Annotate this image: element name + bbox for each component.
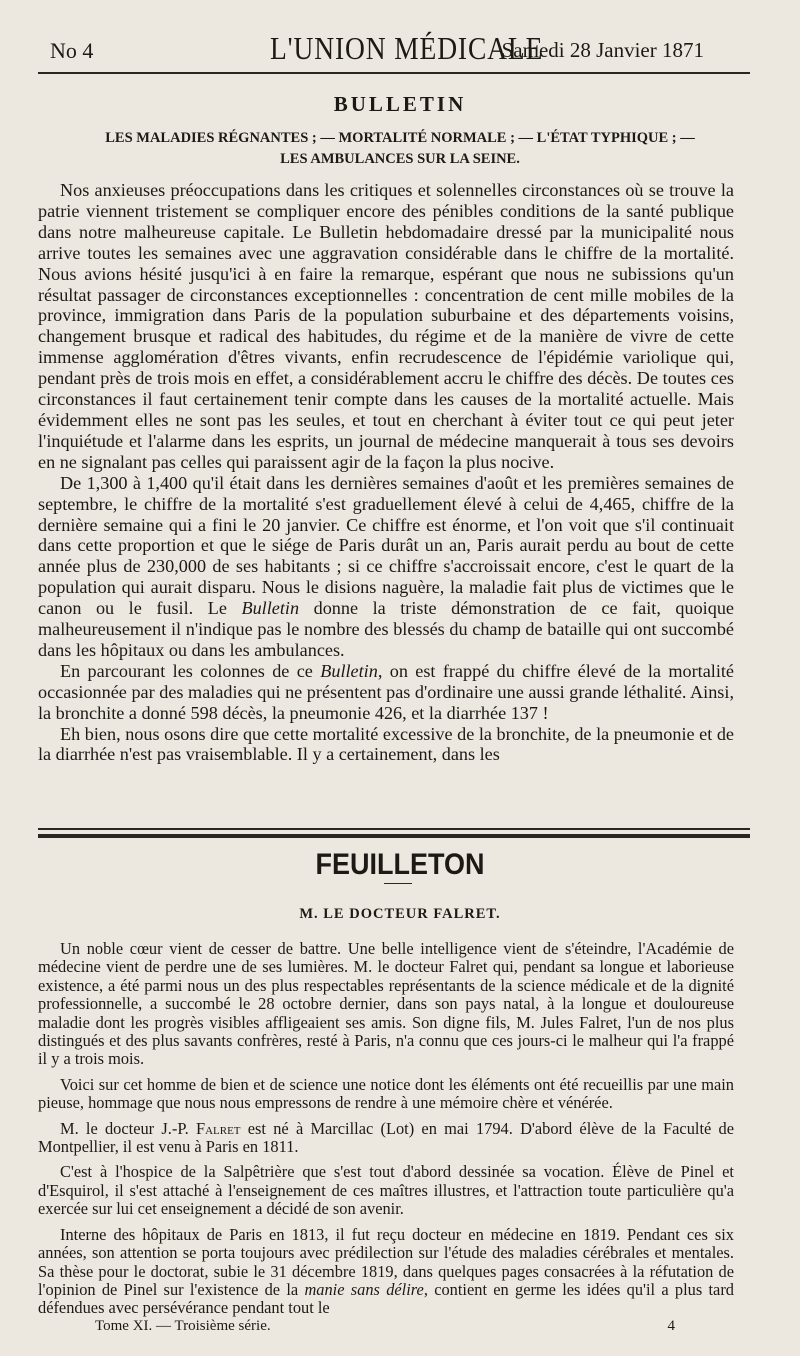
section-divider-thick: [38, 834, 750, 838]
bulletin-paragraph: Nos anxieuses préoccupations dans les critiques et solennelles circonstances où se trouve la patrie viennent tristement se compliquer encore des pénibles conditions de la santé publique dans notre malheureuse capitale. Le Bulletin hebdomadaire dressé par la municipalité nous arrive toutes les semaines avec une aggravation considérable dans le chiffre de la mortalité. Nous avions hésité jusqu'ici à en faire la remarque, espérant que nous ne subissions qu'un résultat passager de circonstances exceptionnelles : concentration de cent mille mobiles de la province, immigration dans Paris de la population suburbaine et des départements voisins, changement brusque et radical des habitudes, du régime et de la manière de vivre de cette immense agglomération d'êtres vivants, enfin recrudescence de l'épidémie variolique qui, pendant près de trois mois en effet, a considérablement accru le chiffre des décès. De toutes ces circonstances il faut certainement tenir compte dans les causes de la mortalité actuelle. Mais évidemment elles ne sont pas les seules, et tout en cherchant à éviter tout ce qui peut jeter l'inquiétude et l'alarme dans les esprits, un journal de médecine manquerait à tous ses devoirs en ne signalant pas celles qui paraissent agir de la façon la plus nocive.: [38, 180, 734, 472]
feuilleton-paragraph: Un noble cœur vient de cesser de battre. Une belle intelligence vient de s'éteindre, l'Académie de médecine vient de perdre une de ses lumières. M. le docteur Falret qui, pendant sa longue et laborieuse existence, a été parmi nous un des plus respectables représentants de la science médicale et de la dignité professionnelle, a succombé le 28 octobre dernier, dans son pays natal, à la longue et douloureuse maladie dont les progrès visibles affligeaient ses amis. Son digne fils, M. Jules Falret, l'un de nos plus distingués et des plus savants confrères, resté à Paris, n'a connu que ces jours-ci le malheur qui l'a frappé il y a trois mois.: [38, 939, 734, 1069]
feuilleton-paragraph: M. le docteur J.-P. Falret est né à Marcillac (Lot) en mai 1794. D'abord élève de la Faculté de Montpellier, il est venu à Paris en 1811.: [38, 1118, 734, 1157]
feuilleton-title: FEUILLETON: [315, 848, 485, 881]
feuilleton-body: [38, 940, 734, 1325]
feuilleton-paragraph: C'est à l'hospice de la Salpêtrière que s'est tout d'abord dessinée sa vocation. Élève de Pinel et d'Esquirol, il s'est attaché à l'enseignement de ces maîtres illustres, et l'attraction toute particulière qu'a exercée sur lui cet enseignement a décidé de son avenir.: [38, 1162, 734, 1219]
bulletin-paragraph: En parcourant les colonnes de ce Bulletin, on est frappé du chiffre élevé de la mortalité occasionnée par des maladies qui ne présentent pas d'ordinaire une aussi grande léthalité. Ainsi, la bronchite a donné 598 décès, la pneumonie 426, et la diarrhée 137 !: [38, 660, 734, 723]
feuilleton-paragraph: Interne des hôpitaux de Paris en 1813, il fut reçu docteur en médecine en 1819. Pendant ces six années, son attention se porta toujours avec prédilection sur l'étude des maladies cérébrales et mentales. Sa thèse pour le doctorat, subie le 31 décembre 1819, dans quelques pages consacrées à la réfutation de l'opinion de Pinel sur l'existence de la manie sans délire, contient en germe les idées qu'il a plus tard défendues avec persévérance pendant tout le: [38, 1224, 734, 1318]
feuilleton-heading: M. LE DOCTEUR FALRET.: [299, 906, 501, 922]
bulletin-subtitle-line-1: LES MALADIES RÉGNANTES ; — MORTALITÉ NORMALE ; — L'ÉTAT TYPHIQUE ; —: [105, 130, 695, 146]
bulletin-paragraph: Eh bien, nous osons dire que cette mortalité excessive de la bronchite, de la pneumonie et de la diarrhée n'est pas vraisemblable. Il y a certainement, dans les: [38, 723, 734, 765]
feuilleton-paragraph: Voici sur cet homme de bien et de science une notice dont les éléments ont été recueillis par une main pieuse, hommage que nous nous empressons de rendre à une mémoire chère et vénérée.: [38, 1074, 734, 1113]
section-divider: [38, 828, 750, 830]
bulletin-body: [38, 180, 734, 765]
bulletin-subtitle-line-2: LES AMBULANCES SUR LA SEINE.: [280, 151, 520, 167]
title-separator: [384, 883, 412, 884]
issue-number: No 4: [50, 38, 94, 63]
header-rule: [38, 72, 750, 74]
page-header: [50, 28, 722, 70]
bulletin-paragraph: De 1,300 à 1,400 qu'il était dans les dernières semaines d'août et les premières semaines de septembre, le chiffre de la mortalité s'est graduellement élevé à celui de 4,465, chiffre de la dernière semaine qui a fini le 20 janvier. Ce chiffre est énorme, et l'on voit que s'il continuait dans cette proportion et que le siége de Paris durât un an, Paris aurait perdu au bout de cette année plus de 230,000 de ses habitants ; si ce chiffre s'accroissait encore, c'est le quart de la population qui aurait disparu. Nous le disions naguère, la maladie fait plus de victimes que le canon ou le fusil. Le Bulletin donne la triste démonstration de ce fait, quoique malheureusement il n'indique pas le nombre des blessés du champ de bataille qui ont succombé dans les hôpitaux ou dans les ambulances.: [38, 472, 734, 660]
bulletin-subtitle: [50, 128, 750, 170]
issue-date: Samedi 28 Janvier 1871: [501, 38, 704, 62]
page-number: 4: [667, 1318, 675, 1334]
volume-info: Tome XI. — Troisième série.: [95, 1318, 271, 1334]
bulletin-title: BULLETIN: [333, 92, 467, 116]
journal-title: L'UNION MÉDICALE: [270, 30, 544, 66]
